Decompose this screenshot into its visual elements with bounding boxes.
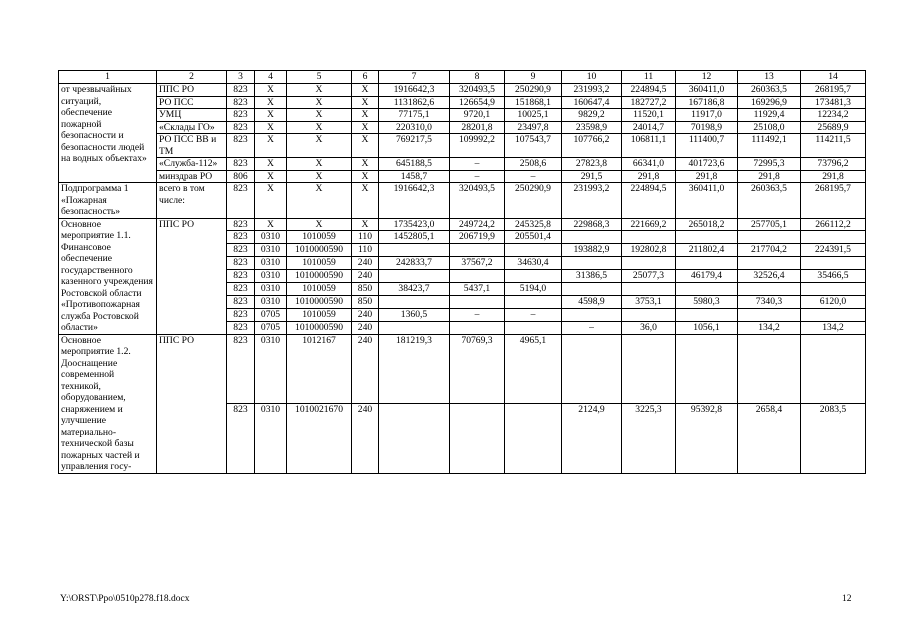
code-cell: 240 bbox=[352, 308, 379, 321]
value-cell: 36,0 bbox=[622, 321, 676, 334]
code-cell: 110 bbox=[352, 244, 379, 257]
page-number: 12 bbox=[842, 594, 852, 604]
code-cell: 823 bbox=[227, 231, 255, 244]
value-cell: 126654,9 bbox=[450, 96, 505, 109]
value-cell: 3753,1 bbox=[622, 295, 676, 308]
code-cell: 823 bbox=[227, 158, 255, 171]
code-cell: 850 bbox=[352, 282, 379, 295]
value-cell bbox=[622, 257, 676, 270]
value-cell: 95392,8 bbox=[676, 404, 738, 474]
code-cell: Х bbox=[352, 121, 379, 134]
value-cell: 291,8 bbox=[676, 170, 738, 183]
table-row bbox=[59, 158, 866, 171]
program-label-cell: Основное мероприятие 1.2. Дооснащение современной техникой, оборудованием, снаряжением и улучшение материально-технической базы пожарных частей и управления госу- bbox=[59, 334, 157, 473]
code-cell: 0310 bbox=[255, 334, 287, 404]
code-cell: Х bbox=[352, 109, 379, 122]
value-cell: 38423,7 bbox=[379, 282, 450, 295]
value-cell: 5437,1 bbox=[450, 282, 505, 295]
table-row bbox=[59, 218, 866, 231]
value-cell: 111492,1 bbox=[738, 134, 801, 158]
value-cell: 268195,7 bbox=[801, 183, 866, 219]
value-cell: 211802,4 bbox=[676, 244, 738, 257]
code-cell: 0310 bbox=[255, 270, 287, 283]
value-cell: 107766,2 bbox=[562, 134, 622, 158]
code-cell: 1010059 bbox=[287, 308, 352, 321]
value-cell: 70769,3 bbox=[450, 334, 505, 404]
value-cell: 34630,4 bbox=[505, 257, 562, 270]
value-cell: 111400,7 bbox=[676, 134, 738, 158]
col-header: 11 bbox=[622, 71, 676, 84]
value-cell: 224894,5 bbox=[622, 183, 676, 219]
value-cell: 2083,5 bbox=[801, 404, 866, 474]
col-header: 12 bbox=[676, 71, 738, 84]
code-cell: 0310 bbox=[255, 404, 287, 474]
value-cell bbox=[676, 231, 738, 244]
code-cell: Х bbox=[287, 84, 352, 97]
value-cell: 1916642,3 bbox=[379, 183, 450, 219]
value-cell bbox=[676, 308, 738, 321]
table-row bbox=[59, 183, 866, 219]
value-cell: 37567,2 bbox=[450, 257, 505, 270]
value-cell: – bbox=[450, 158, 505, 171]
code-cell: 0705 bbox=[255, 321, 287, 334]
col-header: 8 bbox=[450, 71, 505, 84]
code-cell: 823 bbox=[227, 404, 255, 474]
value-cell bbox=[450, 321, 505, 334]
value-cell: 107543,7 bbox=[505, 134, 562, 158]
code-cell: 1010000590 bbox=[287, 244, 352, 257]
value-cell: 360411,0 bbox=[676, 183, 738, 219]
code-cell: 823 bbox=[227, 183, 255, 219]
table-row bbox=[59, 170, 866, 183]
value-cell: 46179,4 bbox=[676, 270, 738, 283]
value-cell: 769217,5 bbox=[379, 134, 450, 158]
executor-cell: РО ПСС bbox=[157, 96, 227, 109]
value-cell bbox=[505, 270, 562, 283]
value-cell: 181219,3 bbox=[379, 334, 450, 404]
executor-cell: РО ПСС ВВ и ТМ bbox=[157, 134, 227, 158]
code-cell: Х bbox=[255, 170, 287, 183]
code-cell: 0310 bbox=[255, 257, 287, 270]
code-cell: 240 bbox=[352, 321, 379, 334]
value-cell bbox=[505, 244, 562, 257]
value-cell: 77175,1 bbox=[379, 109, 450, 122]
col-header: 1 bbox=[59, 71, 157, 84]
value-cell bbox=[562, 231, 622, 244]
value-cell: 250290,9 bbox=[505, 183, 562, 219]
value-cell bbox=[622, 282, 676, 295]
value-cell bbox=[379, 295, 450, 308]
table-row bbox=[59, 134, 866, 158]
value-cell bbox=[738, 282, 801, 295]
value-cell: 9829,2 bbox=[562, 109, 622, 122]
value-cell bbox=[676, 334, 738, 404]
code-cell: 823 bbox=[227, 244, 255, 257]
value-cell bbox=[801, 257, 866, 270]
value-cell: 1452805,1 bbox=[379, 231, 450, 244]
value-cell: 2124,9 bbox=[562, 404, 622, 474]
value-cell: 9720,1 bbox=[450, 109, 505, 122]
code-cell: 823 bbox=[227, 257, 255, 270]
code-cell: 0310 bbox=[255, 244, 287, 257]
value-cell: 2658,4 bbox=[738, 404, 801, 474]
value-cell: 173481,3 bbox=[801, 96, 866, 109]
value-cell: 231993,2 bbox=[562, 84, 622, 97]
value-cell: 25108,0 bbox=[738, 121, 801, 134]
code-cell: 1010059 bbox=[287, 282, 352, 295]
code-cell: Х bbox=[287, 158, 352, 171]
value-cell: 10025,1 bbox=[505, 109, 562, 122]
code-cell: 240 bbox=[352, 334, 379, 404]
value-cell bbox=[562, 308, 622, 321]
col-header: 10 bbox=[562, 71, 622, 84]
code-cell: 1010059 bbox=[287, 257, 352, 270]
table-row bbox=[59, 121, 866, 134]
code-cell: Х bbox=[255, 96, 287, 109]
value-cell bbox=[801, 334, 866, 404]
value-cell: 11520,1 bbox=[622, 109, 676, 122]
code-cell: Х bbox=[255, 109, 287, 122]
value-cell: 220310,0 bbox=[379, 121, 450, 134]
table-row bbox=[59, 96, 866, 109]
executor-cell: «Служба-112» bbox=[157, 158, 227, 171]
header-row bbox=[59, 71, 866, 84]
code-cell: Х bbox=[255, 134, 287, 158]
code-cell: Х bbox=[255, 218, 287, 231]
col-header: 7 bbox=[379, 71, 450, 84]
value-cell: 32526,4 bbox=[738, 270, 801, 283]
value-cell: 291,8 bbox=[738, 170, 801, 183]
value-cell: 217704,2 bbox=[738, 244, 801, 257]
value-cell bbox=[562, 334, 622, 404]
value-cell bbox=[562, 282, 622, 295]
value-cell bbox=[738, 308, 801, 321]
value-cell: 35466,5 bbox=[801, 270, 866, 283]
col-header: 5 bbox=[287, 71, 352, 84]
value-cell: – bbox=[505, 308, 562, 321]
code-cell: 240 bbox=[352, 404, 379, 474]
value-cell: 245325,8 bbox=[505, 218, 562, 231]
value-cell: 5194,0 bbox=[505, 282, 562, 295]
value-cell: 231993,2 bbox=[562, 183, 622, 219]
code-cell: 823 bbox=[227, 96, 255, 109]
value-cell bbox=[505, 321, 562, 334]
value-cell: 3225,3 bbox=[622, 404, 676, 474]
code-cell: Х bbox=[287, 134, 352, 158]
value-cell bbox=[379, 244, 450, 257]
code-cell: 850 bbox=[352, 295, 379, 308]
value-cell: – bbox=[450, 308, 505, 321]
value-cell: 27823,8 bbox=[562, 158, 622, 171]
code-cell: 110 bbox=[352, 231, 379, 244]
value-cell: 242833,7 bbox=[379, 257, 450, 270]
code-cell: Х bbox=[352, 158, 379, 171]
value-cell: 265018,2 bbox=[676, 218, 738, 231]
code-cell: Х bbox=[352, 218, 379, 231]
value-cell: 645188,5 bbox=[379, 158, 450, 171]
value-cell bbox=[676, 257, 738, 270]
value-cell: 250290,9 bbox=[505, 84, 562, 97]
code-cell: 806 bbox=[227, 170, 255, 183]
value-cell: 193882,9 bbox=[562, 244, 622, 257]
value-cell: 7340,3 bbox=[738, 295, 801, 308]
value-cell: – bbox=[562, 321, 622, 334]
value-cell bbox=[450, 244, 505, 257]
value-cell bbox=[622, 334, 676, 404]
code-cell: 0310 bbox=[255, 231, 287, 244]
value-cell: 1131862,6 bbox=[379, 96, 450, 109]
code-cell: 0310 bbox=[255, 282, 287, 295]
executor-cell: УМЦ bbox=[157, 109, 227, 122]
value-cell: 167186,8 bbox=[676, 96, 738, 109]
value-cell: 192802,8 bbox=[622, 244, 676, 257]
code-cell: Х bbox=[352, 84, 379, 97]
value-cell: 25689,9 bbox=[801, 121, 866, 134]
code-cell: 823 bbox=[227, 84, 255, 97]
value-cell: 291,5 bbox=[562, 170, 622, 183]
code-cell: 823 bbox=[227, 308, 255, 321]
value-cell: 206719,9 bbox=[450, 231, 505, 244]
value-cell: 6120,0 bbox=[801, 295, 866, 308]
value-cell: 114211,5 bbox=[801, 134, 866, 158]
table-row bbox=[59, 334, 866, 404]
value-cell: 4965,1 bbox=[505, 334, 562, 404]
table-row bbox=[59, 84, 866, 97]
code-cell: Х bbox=[287, 218, 352, 231]
code-cell: 823 bbox=[227, 321, 255, 334]
col-header: 3 bbox=[227, 71, 255, 84]
code-cell: 823 bbox=[227, 218, 255, 231]
program-label-cell: Основное мероприятие 1.1. Финансовое обеспечение государственного казенного учреждения Ростовской области «Противопожарная служба Ростовской области» bbox=[59, 218, 157, 334]
value-cell bbox=[801, 231, 866, 244]
value-cell: 249724,2 bbox=[450, 218, 505, 231]
value-cell: 205501,4 bbox=[505, 231, 562, 244]
col-header: 13 bbox=[738, 71, 801, 84]
value-cell: 151868,1 bbox=[505, 96, 562, 109]
table-row bbox=[59, 109, 866, 122]
value-cell: 257705,1 bbox=[738, 218, 801, 231]
executor-cell: минздрав РО bbox=[157, 170, 227, 183]
value-cell bbox=[450, 404, 505, 474]
value-cell: 320493,5 bbox=[450, 183, 505, 219]
value-cell: 320493,5 bbox=[450, 84, 505, 97]
value-cell bbox=[622, 231, 676, 244]
code-cell: Х bbox=[287, 170, 352, 183]
code-cell: 1010021670 bbox=[287, 404, 352, 474]
value-cell: 260363,5 bbox=[738, 84, 801, 97]
value-cell bbox=[738, 257, 801, 270]
value-cell bbox=[562, 257, 622, 270]
executor-cell: всего в том числе: bbox=[157, 183, 227, 219]
value-cell: 66341,0 bbox=[622, 158, 676, 171]
value-cell: 291,8 bbox=[622, 170, 676, 183]
value-cell: 11917,0 bbox=[676, 109, 738, 122]
code-cell: 1010059 bbox=[287, 231, 352, 244]
value-cell: 291,8 bbox=[801, 170, 866, 183]
code-cell: Х bbox=[255, 84, 287, 97]
code-cell: 823 bbox=[227, 295, 255, 308]
value-cell bbox=[379, 404, 450, 474]
code-cell: Х bbox=[255, 183, 287, 219]
value-cell bbox=[379, 270, 450, 283]
value-cell: 2508,6 bbox=[505, 158, 562, 171]
value-cell: 70198,9 bbox=[676, 121, 738, 134]
code-cell: 0705 bbox=[255, 308, 287, 321]
value-cell: 182727,2 bbox=[622, 96, 676, 109]
value-cell: 134,2 bbox=[801, 321, 866, 334]
value-cell bbox=[801, 308, 866, 321]
value-cell: 72995,3 bbox=[738, 158, 801, 171]
executor-cell: ППС РО bbox=[157, 218, 227, 334]
value-cell: 23497,8 bbox=[505, 121, 562, 134]
value-cell: 1458,7 bbox=[379, 170, 450, 183]
col-header: 14 bbox=[801, 71, 866, 84]
code-cell: 240 bbox=[352, 257, 379, 270]
code-cell: Х bbox=[352, 134, 379, 158]
value-cell: 28201,8 bbox=[450, 121, 505, 134]
program-label-cell: от чрезвычайных ситуаций, обеспечение пожарной безопасности и безопасности людей на водных объектах» bbox=[59, 84, 157, 183]
value-cell: 73796,2 bbox=[801, 158, 866, 171]
footer-file-path: Y:\ORST\Ppo\0510p278.f18.docx bbox=[60, 594, 190, 604]
code-cell: 1010000590 bbox=[287, 321, 352, 334]
value-cell: 401723,6 bbox=[676, 158, 738, 171]
value-cell bbox=[450, 295, 505, 308]
code-cell: 823 bbox=[227, 121, 255, 134]
value-cell: 229868,3 bbox=[562, 218, 622, 231]
code-cell: 823 bbox=[227, 270, 255, 283]
code-cell: 823 bbox=[227, 334, 255, 404]
value-cell: 12234,2 bbox=[801, 109, 866, 122]
value-cell: 1916642,3 bbox=[379, 84, 450, 97]
code-cell: Х bbox=[255, 158, 287, 171]
code-cell: 0310 bbox=[255, 295, 287, 308]
code-cell: 1012167 bbox=[287, 334, 352, 404]
value-cell: 221669,2 bbox=[622, 218, 676, 231]
value-cell bbox=[450, 270, 505, 283]
value-cell: 31386,5 bbox=[562, 270, 622, 283]
code-cell: 240 bbox=[352, 270, 379, 283]
value-cell: 24014,7 bbox=[622, 121, 676, 134]
value-cell: 1056,1 bbox=[676, 321, 738, 334]
value-cell: – bbox=[450, 170, 505, 183]
executor-cell: ППС РО bbox=[157, 84, 227, 97]
value-cell: 134,2 bbox=[738, 321, 801, 334]
code-cell: 823 bbox=[227, 134, 255, 158]
value-cell bbox=[801, 282, 866, 295]
code-cell: 823 bbox=[227, 109, 255, 122]
value-cell: 23598,9 bbox=[562, 121, 622, 134]
value-cell: 1360,5 bbox=[379, 308, 450, 321]
code-cell: 1010000590 bbox=[287, 295, 352, 308]
value-cell bbox=[622, 308, 676, 321]
value-cell: 224391,5 bbox=[801, 244, 866, 257]
value-cell: 25077,3 bbox=[622, 270, 676, 283]
value-cell: 5980,3 bbox=[676, 295, 738, 308]
value-cell: 160647,4 bbox=[562, 96, 622, 109]
value-cell bbox=[738, 231, 801, 244]
col-header: 9 bbox=[505, 71, 562, 84]
value-cell: 109992,2 bbox=[450, 134, 505, 158]
executor-cell: ППС РО bbox=[157, 334, 227, 473]
code-cell: Х bbox=[255, 121, 287, 134]
executor-cell: «Склады ГО» bbox=[157, 121, 227, 134]
value-cell: 266112,2 bbox=[801, 218, 866, 231]
code-cell: Х bbox=[287, 109, 352, 122]
value-cell: 106811,1 bbox=[622, 134, 676, 158]
value-cell bbox=[505, 404, 562, 474]
col-header: 2 bbox=[157, 71, 227, 84]
code-cell: 1010000590 bbox=[287, 270, 352, 283]
value-cell bbox=[738, 334, 801, 404]
value-cell bbox=[505, 295, 562, 308]
col-header: 4 bbox=[255, 71, 287, 84]
value-cell: 169296,9 bbox=[738, 96, 801, 109]
col-header: 6 bbox=[352, 71, 379, 84]
value-cell: 4598,9 bbox=[562, 295, 622, 308]
budget-table bbox=[58, 70, 866, 474]
value-cell: 260363,5 bbox=[738, 183, 801, 219]
value-cell: 11929,4 bbox=[738, 109, 801, 122]
value-cell bbox=[676, 282, 738, 295]
value-cell: 1735423,0 bbox=[379, 218, 450, 231]
code-cell: 823 bbox=[227, 282, 255, 295]
value-cell bbox=[379, 321, 450, 334]
code-cell: Х bbox=[352, 170, 379, 183]
value-cell: 360411,0 bbox=[676, 84, 738, 97]
code-cell: Х bbox=[287, 183, 352, 219]
code-cell: Х bbox=[352, 183, 379, 219]
code-cell: Х bbox=[287, 96, 352, 109]
value-cell: 268195,7 bbox=[801, 84, 866, 97]
code-cell: Х bbox=[287, 121, 352, 134]
value-cell: – bbox=[505, 170, 562, 183]
value-cell: 224894,5 bbox=[622, 84, 676, 97]
program-label-cell: Подпрограмма 1 «Пожарная безопасность» bbox=[59, 183, 157, 219]
code-cell: Х bbox=[352, 96, 379, 109]
